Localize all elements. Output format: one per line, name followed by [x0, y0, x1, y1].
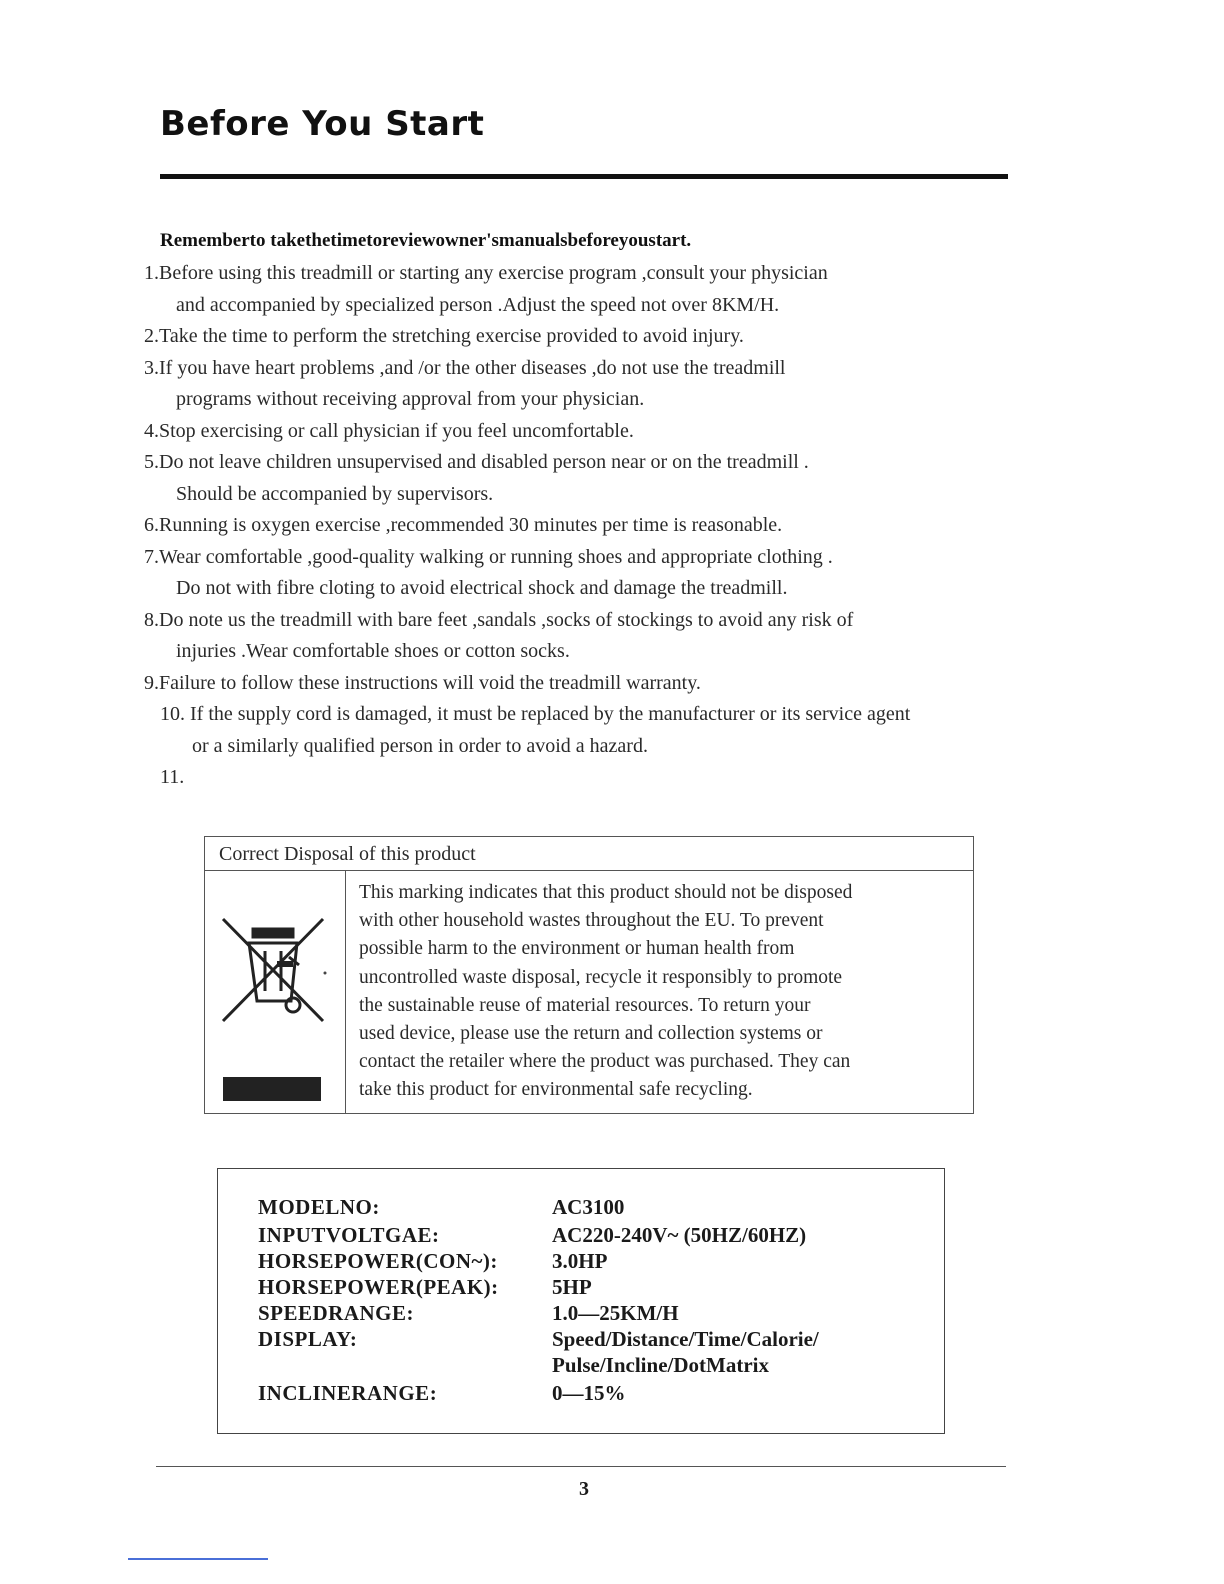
instruction-line: 5.Do not leave children unsupervised and disabled person near or on the treadmill .: [144, 451, 809, 473]
disposal-icon-cell: [205, 871, 346, 1113]
spec-value: 1.0—25KM/H: [552, 1301, 679, 1325]
spec-label: HORSEPOWER(CON~):: [258, 1249, 498, 1273]
bottom-edge-mark: [128, 1558, 268, 1560]
spec-value: 3.0HP: [552, 1249, 608, 1273]
intro-reminder: Rememberto takethetimetoreviewowner'smanualsbeforeyoustart.: [160, 230, 692, 251]
title-underline: [160, 174, 1008, 179]
spec-value: Pulse/Incline/DotMatrix: [552, 1353, 769, 1377]
instruction-line: 11.: [160, 766, 185, 788]
disposal-text-line: This marking indicates that this product should not be disposed: [359, 882, 853, 903]
instruction-line: 2.Take the time to perform the stretching exercise provided to avoid injury.: [144, 325, 744, 347]
disposal-text-line: possible harm to the environment or human health from: [359, 938, 795, 960]
instruction-line: 3.If you have heart problems ,and /or the other diseases ,do not use the treadmill: [144, 356, 786, 379]
disposal-text-line: used device, please use the return and collection systems or: [359, 1023, 823, 1045]
disposal-text-line: uncontrolled waste disposal, recycle it responsibly to promote: [359, 966, 843, 988]
spec-value: Speed/Distance/Time/Calorie/: [552, 1327, 819, 1351]
footer-rule: [156, 1466, 1006, 1467]
spec-label: DISPLAY:: [258, 1327, 358, 1351]
disposal-text-line: the sustainable reuse of material resources. To return your: [359, 994, 811, 1016]
disposal-text-line: contact the retailer where the product was purchased. They can: [359, 1051, 851, 1073]
instruction-line: Do not with fibre cloting to avoid electrical shock and damage the treadmill.: [176, 577, 788, 599]
disposal-description: [359, 879, 969, 1105]
instruction-line: 8.Do note us the treadmill with bare feet ,sandals ,socks of stockings to avoid any risk of: [144, 608, 854, 631]
spec-label: HORSEPOWER(PEAK):: [258, 1275, 499, 1299]
disposal-text-line: take this product for environmental safe recycling.: [359, 1079, 753, 1101]
safety-instructions-list: [144, 258, 1074, 794]
instruction-line: and accompanied by specialized person .Adjust the speed not over 8KM/H.: [176, 293, 780, 316]
spec-label: SPEEDRANGE:: [258, 1301, 415, 1325]
instruction-line: 1.Before using this treadmill or starting any exercise program ,consult your physician: [144, 262, 828, 284]
spec-value: 0—15%: [552, 1381, 626, 1405]
instruction-line: 10. If the supply cord is damaged, it must be replaced by the manufacturer or its service agent: [160, 703, 911, 725]
instruction-line: 6.Running is oxygen exercise ,recommended 30 minutes per time is reasonable.: [144, 514, 783, 536]
crossed-out-wheelie-bin-icon: [205, 891, 345, 1091]
instruction-line: injuries .Wear comfortable shoes or cotton socks.: [176, 640, 570, 662]
instruction-line: 7.Wear comfortable ,good-quality walking or running shoes and appropriate clothing .: [144, 545, 833, 568]
spec-value: 5HP: [552, 1275, 592, 1299]
instruction-line: Should be accompanied by supervisors.: [176, 482, 494, 505]
specifications-box: [217, 1168, 945, 1434]
disposal-notice-box: [204, 836, 974, 1114]
disposal-text-line: with other household wastes throughout the EU. To prevent: [359, 910, 824, 932]
page-number: 3: [579, 1478, 589, 1500]
instruction-line: programs without receiving approval from your physician.: [176, 388, 645, 410]
instruction-line: 9.Failure to follow these instructions will void the treadmill warranty.: [144, 671, 701, 694]
instruction-line: 4.Stop exercising or call physician if you feel uncomfortable.: [144, 419, 634, 442]
instruction-line: or a similarly qualified person in order to avoid a hazard.: [192, 734, 648, 757]
page-title: Before You Start: [160, 104, 485, 144]
spec-label: INCLINERANGE:: [258, 1381, 438, 1405]
spec-value: AC220-240V~ (50HZ/60HZ): [552, 1223, 807, 1247]
bin-underline-bar: [223, 1077, 321, 1101]
disposal-heading: Correct Disposal of this product: [205, 837, 973, 871]
spec-label: INPUTVOLTGAE:: [258, 1223, 440, 1247]
spec-label: MODELNO:: [258, 1195, 380, 1219]
spec-value: AC3100: [552, 1195, 625, 1219]
